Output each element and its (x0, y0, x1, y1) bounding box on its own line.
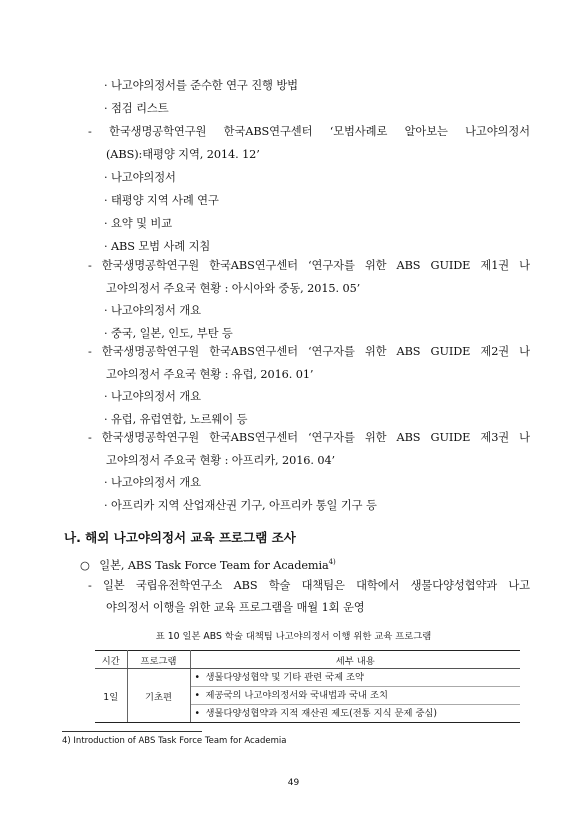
reference-line: (ABS):태평양 지역, 2014. 12’ (106, 148, 260, 161)
header-contents: 세부 내용 (190, 651, 520, 669)
item-line (80, 554, 336, 574)
footnote-reference: 4) (328, 558, 336, 566)
cell-program: 기초편 (127, 669, 190, 723)
bullet-icon: • (194, 690, 200, 701)
table-row (95, 669, 520, 723)
reference-line: 고야의정서 주요국 현황 : 유럽, 2016. 01’ (106, 368, 314, 381)
list-line: · ABS 모범 사례 지침 (104, 240, 211, 253)
table-caption: 표 10 일본 ABS 학술 대책팀 나고야의정서 이행 위한 교육 프로그램 (155, 631, 432, 642)
section-heading: 나. 해외 나고야의정서 교육 프로그램 조사 (64, 530, 296, 545)
reference-line: - 한국생명공학연구원 한국ABS연구센터 ‘연구자를 위한 ABS GUIDE 제1권 나 (88, 259, 530, 272)
header-time: 시간 (95, 651, 127, 669)
bullet-icon: • (194, 708, 200, 719)
content-text: 생물다양성협약 및 기타 관련 국제 조약 (205, 672, 364, 683)
paragraph-line: - 일본 국립유전학연구소 ABS 학술 대책팀은 대학에서 생물다양성협약과 나고 (88, 579, 530, 592)
cell-time: 1일 (95, 669, 127, 723)
reference-line: 고야의정서 주요국 현황 : 아프리카, 2016. 04’ (106, 454, 336, 467)
list-line: · 태평양 지역 사례 연구 (104, 194, 219, 207)
content-line (191, 669, 521, 687)
list-line: · 유럽, 유럽연합, 노르웨이 등 (104, 413, 248, 426)
reference-line: 고야의정서 주요국 현황 : 아시아와 중동, 2015. 05’ (106, 282, 361, 295)
list-line: · 점검 리스트 (104, 102, 169, 115)
footnote-divider (62, 731, 202, 732)
list-line: · 나고야의정서 개요 (104, 390, 201, 403)
list-line: · 나고야의정서 개요 (104, 476, 201, 489)
cell-contents (190, 669, 520, 723)
list-line: · 나고야의정서 (104, 171, 176, 184)
reference-line: - 한국생명공학연구원 한국ABS연구센터 ‘모범사례로 알아보는 나고야의정서 (88, 125, 530, 138)
content-line (191, 687, 521, 705)
list-line: · 요약 및 비교 (104, 217, 173, 230)
reference-line: - 한국생명공학연구원 한국ABS연구센터 ‘연구자를 위한 ABS GUIDE 제2권 나 (88, 345, 530, 358)
program-table (95, 650, 520, 723)
bullet-icon: • (194, 672, 200, 683)
content-text: 생물다양성협약과 지적 재산권 제도(전통 지식 문제 중심) (205, 708, 438, 719)
list-line: · 아프리카 지역 산업재산권 기구, 아프리카 통일 기구 등 (104, 499, 377, 512)
circle-bullet-icon: ○ (80, 558, 90, 572)
list-line: · 중국, 일본, 인도, 부탄 등 (104, 327, 233, 340)
paragraph-line: 야의정서 이행을 위한 교육 프로그램을 매월 1회 운영 (106, 601, 365, 614)
page-number: 49 (287, 778, 300, 788)
reference-line: - 한국생명공학연구원 한국ABS연구센터 ‘연구자를 위한 ABS GUIDE 제3권 나 (88, 431, 530, 444)
list-line: · 나고야의정서를 준수한 연구 진행 방법 (104, 79, 298, 92)
footnote: 4) Introduction of ABS Task Force Team for Academia (62, 736, 287, 746)
content-line (191, 705, 521, 722)
header-program: 프로그램 (127, 651, 190, 669)
content-text: 제공국의 나고야의정서와 국내법과 국내 조치 (205, 690, 388, 701)
list-line: · 나고야의정서 개요 (104, 304, 201, 317)
table-header-row (95, 651, 520, 669)
item-text: 일본, ABS Task Force Team for Academia (99, 558, 329, 572)
